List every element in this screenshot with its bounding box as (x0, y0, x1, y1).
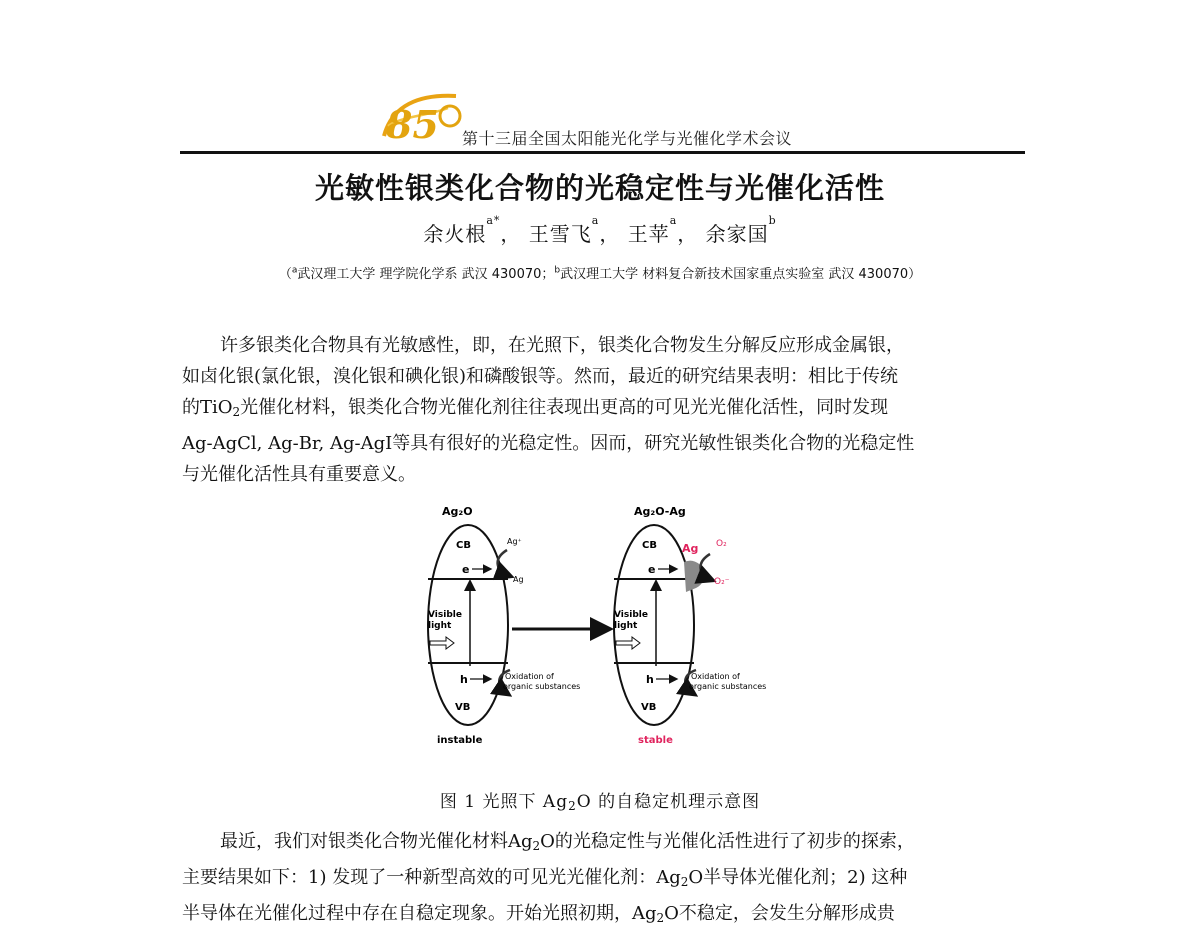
text-line: 半导体在光催化过程中存在自稳定现象。开始光照初期，$Ag_2O$不稳定，会发生分解形成贵 (182, 903, 895, 925)
paragraph-1 (182, 330, 1027, 490)
cb-label: CB (642, 540, 657, 551)
text-line: 的TiO$_2$光催化材料，银类化合物光催化剂往往表现出更高的可见光光催化活性，同时发现 (182, 397, 889, 419)
vb-label: VB (641, 702, 657, 713)
affil-a: 武汉理工大学 理学院化学系 武汉 430070； (297, 267, 555, 282)
text-line: 如卤化银(氯化银，溴化银和碘化银)和磷酸银等。然而，最近的研究结果表明：相比于传统 (182, 366, 899, 387)
author-mark: b (768, 214, 777, 227)
author-name: 余火根 (423, 222, 487, 246)
paper-title: 光敏性银类化合物的光稳定性与光催化活性 (314, 171, 885, 205)
author-mark: a* (486, 214, 501, 227)
conference-name: 第十三届全国太阳能光化学与光催化学术会议 (462, 129, 793, 148)
author-name: 王苹 (627, 222, 670, 246)
text-line: 许多银类化合物具有光敏感性，即，在光照下，银类化合物发生分解反应形成金属银， (220, 335, 904, 356)
instable-label: instable (437, 735, 483, 746)
cb-label: CB (456, 540, 471, 551)
hole-label: h (646, 673, 654, 686)
oxidation-label: Oxidation of (505, 672, 554, 681)
organic-label: organic substances (503, 682, 581, 691)
text-line: Ag-AgCl, Ag-Br, Ag-AgI等具有很好的光稳定性。因而，研究光敏性银类化合物的光稳定性 (182, 433, 915, 454)
paragraph-2 (182, 826, 1027, 934)
author-list: 余火根$^{a*}$， 王雪飞$^a$， 王苹$^a$， 余家国$^b$ (423, 214, 777, 246)
text-line: 与光催化活性具有重要意义。 (182, 464, 416, 485)
oxidation-label: Oxidation of (691, 672, 740, 681)
o2-label: O₂ (716, 539, 727, 549)
left-panel-title: Ag₂O (442, 505, 473, 518)
hole-label: h (460, 673, 468, 686)
organic-label: organic substances (689, 682, 767, 691)
light-label: light (614, 621, 638, 631)
logo-number: 85 (386, 102, 439, 144)
vb-label: VB (455, 702, 471, 713)
electron-label: e (648, 563, 656, 576)
electron-label: e (462, 563, 470, 576)
header-rule (180, 151, 1025, 154)
right-panel-title: Ag₂O-Ag (634, 505, 686, 518)
author-name: 王雪飞 (528, 222, 592, 246)
affil-mark-a: a (291, 265, 298, 276)
author-mark: a (591, 214, 600, 227)
author-name: 余家国 (705, 222, 769, 246)
figure-caption: 图 1 光照下 $Ag_2O$ 的自稳定机理示意图 (439, 792, 761, 813)
o2-minus-label: O₂⁻ (714, 577, 730, 587)
author-mark: a (669, 214, 678, 227)
text-line: 最近，我们对银类化合物光催化材料$Ag_2O$的光稳定性与光催化活性进行了初步的探索， (220, 831, 915, 853)
visible-label: Visible (428, 610, 462, 620)
ag-red-label: Ag (682, 542, 699, 555)
mechanism-figure (410, 500, 800, 755)
visible-label: Visible (614, 610, 648, 620)
stable-label: stable (638, 735, 673, 746)
text-line: 主要结果如下：1) 发现了一种新型高效的可见光光催化剂：$Ag_2O$半导体光催化剂；2) 这种 (182, 867, 908, 889)
conference-logo (378, 86, 468, 144)
ag-plus-label: Ag⁺ (507, 537, 522, 546)
affil-b: 武汉理工大学 材料复合新技术国家重点实验室 武汉 430070 (560, 267, 909, 282)
affil-mark-b: b (554, 265, 561, 276)
light-label: light (428, 621, 452, 631)
ag-label: Ag (513, 575, 524, 584)
affiliation: （$^a$武汉理工大学 理学院化学系 武汉 430070；$^b$武汉理工大学 材料复合新技术国家重点实验室 武汉 430070） (278, 265, 922, 282)
